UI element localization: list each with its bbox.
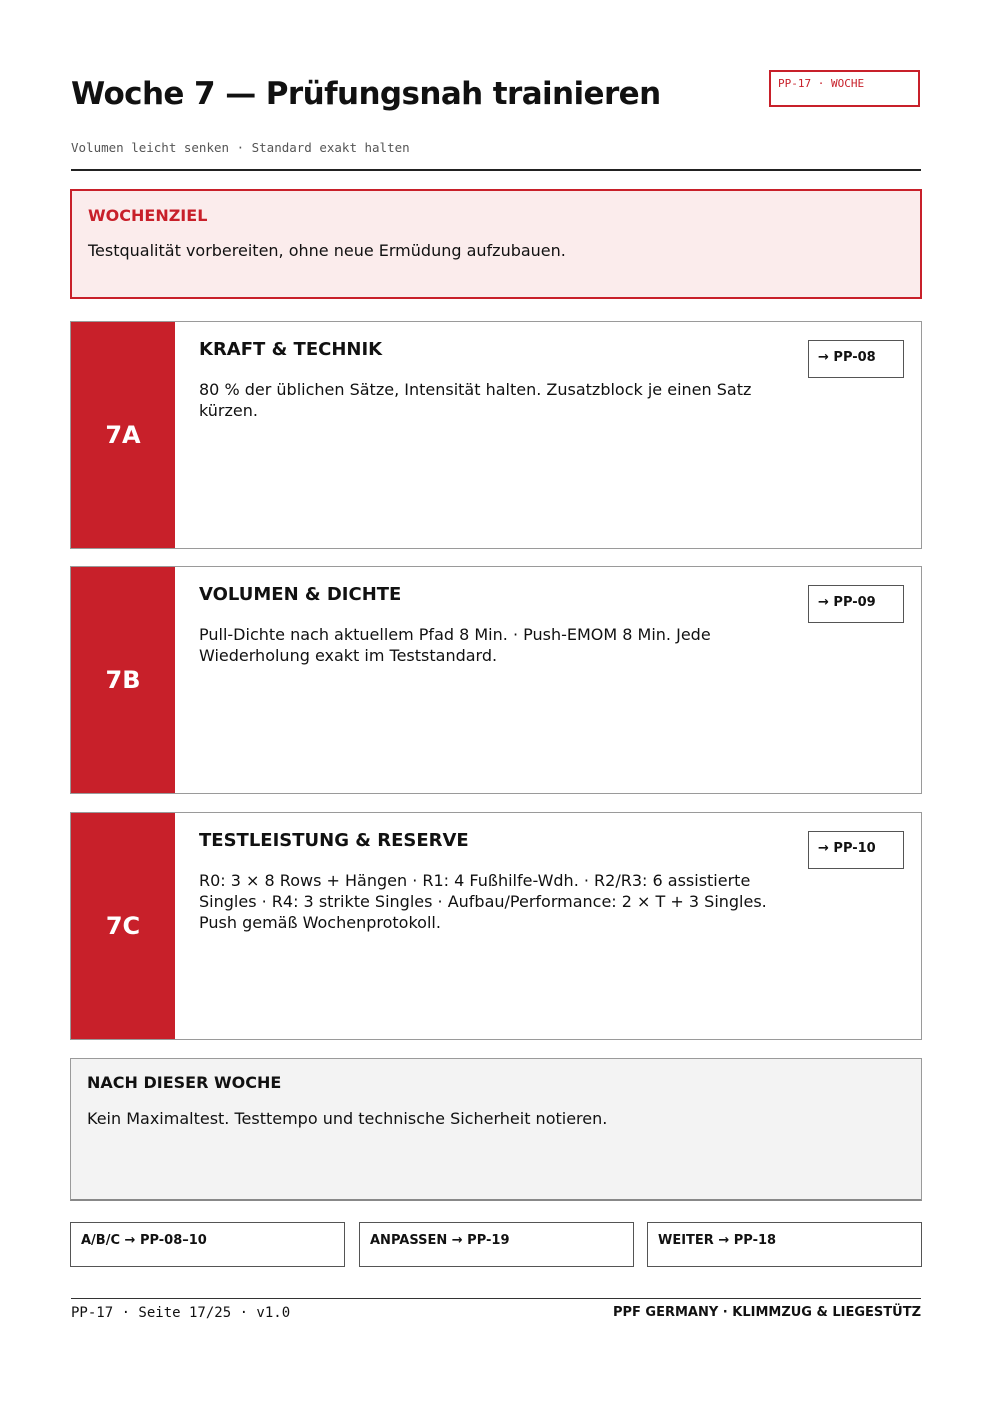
session-reference-link[interactable]: → PP-09 [808,585,904,623]
nav-adjust-link[interactable]: ANPASSEN → PP-19 [359,1222,634,1267]
weekly-goal-box [70,189,922,299]
session-reference-link[interactable]: → PP-10 [808,831,904,869]
session-card-7a [70,321,922,549]
session-code: 7A [71,322,175,548]
footer-brand: PPF GERMANY · KLIMMZUG & LIEGESTÜTZ [612,1305,921,1320]
page-subtitle: Volumen leicht senken · Standard exakt halten [71,140,410,155]
session-reference-link[interactable]: → PP-08 [808,340,904,378]
page-title: Woche 7 — Prüfungsnah trainieren [71,76,661,112]
session-title: TESTLEISTUNG & RESERVE [199,830,469,851]
page-tag: PP-17 · WOCHE [769,70,920,107]
session-description: Pull-Dichte nach aktuellem Pfad 8 Min. · Push-EMOM 8 Min. Jede Wiederholung exakt im Teststandard. [199,625,711,665]
nav-next-link[interactable]: WEITER → PP-18 [647,1222,922,1267]
nav-sessions-link[interactable]: A/B/C → PP-08–10 [70,1222,345,1267]
after-week-box [70,1058,922,1201]
session-description: 80 % der üblichen Sätze, Intensität halten. Zusatzblock je einen Satz kürzen. [199,380,752,420]
session-code: 7C [71,813,175,1039]
session-title: VOLUMEN & DICHTE [199,584,402,605]
session-card-7c [70,812,922,1040]
weekly-goal-heading: WOCHENZIEL [88,206,208,225]
session-code: 7B [71,567,175,793]
after-week-heading: NACH DIESER WOCHE [87,1073,282,1092]
session-description: R0: 3 × 8 Rows + Hängen · R1: 4 Fußhilfe-Wdh. · R2/R3: 6 assistierte Singles · R4: 3 strikte Singles · Aufbau/Performance: 2 × T + 3 Singles. Push gemäß Wochenprotokoll. [199,871,767,932]
session-card-7b [70,566,922,794]
header-divider [71,169,921,171]
footer-divider [71,1298,921,1299]
session-title: KRAFT & TECHNIK [199,339,383,360]
after-week-text: Kein Maximaltest. Testtempo und technische Sicherheit notieren. [87,1109,608,1128]
weekly-goal-text: Testqualität vorbereiten, ohne neue Ermüdung aufzubauen. [88,241,566,260]
footer-page-info: PP-17 · Seite 17/25 · v1.0 [71,1305,291,1321]
